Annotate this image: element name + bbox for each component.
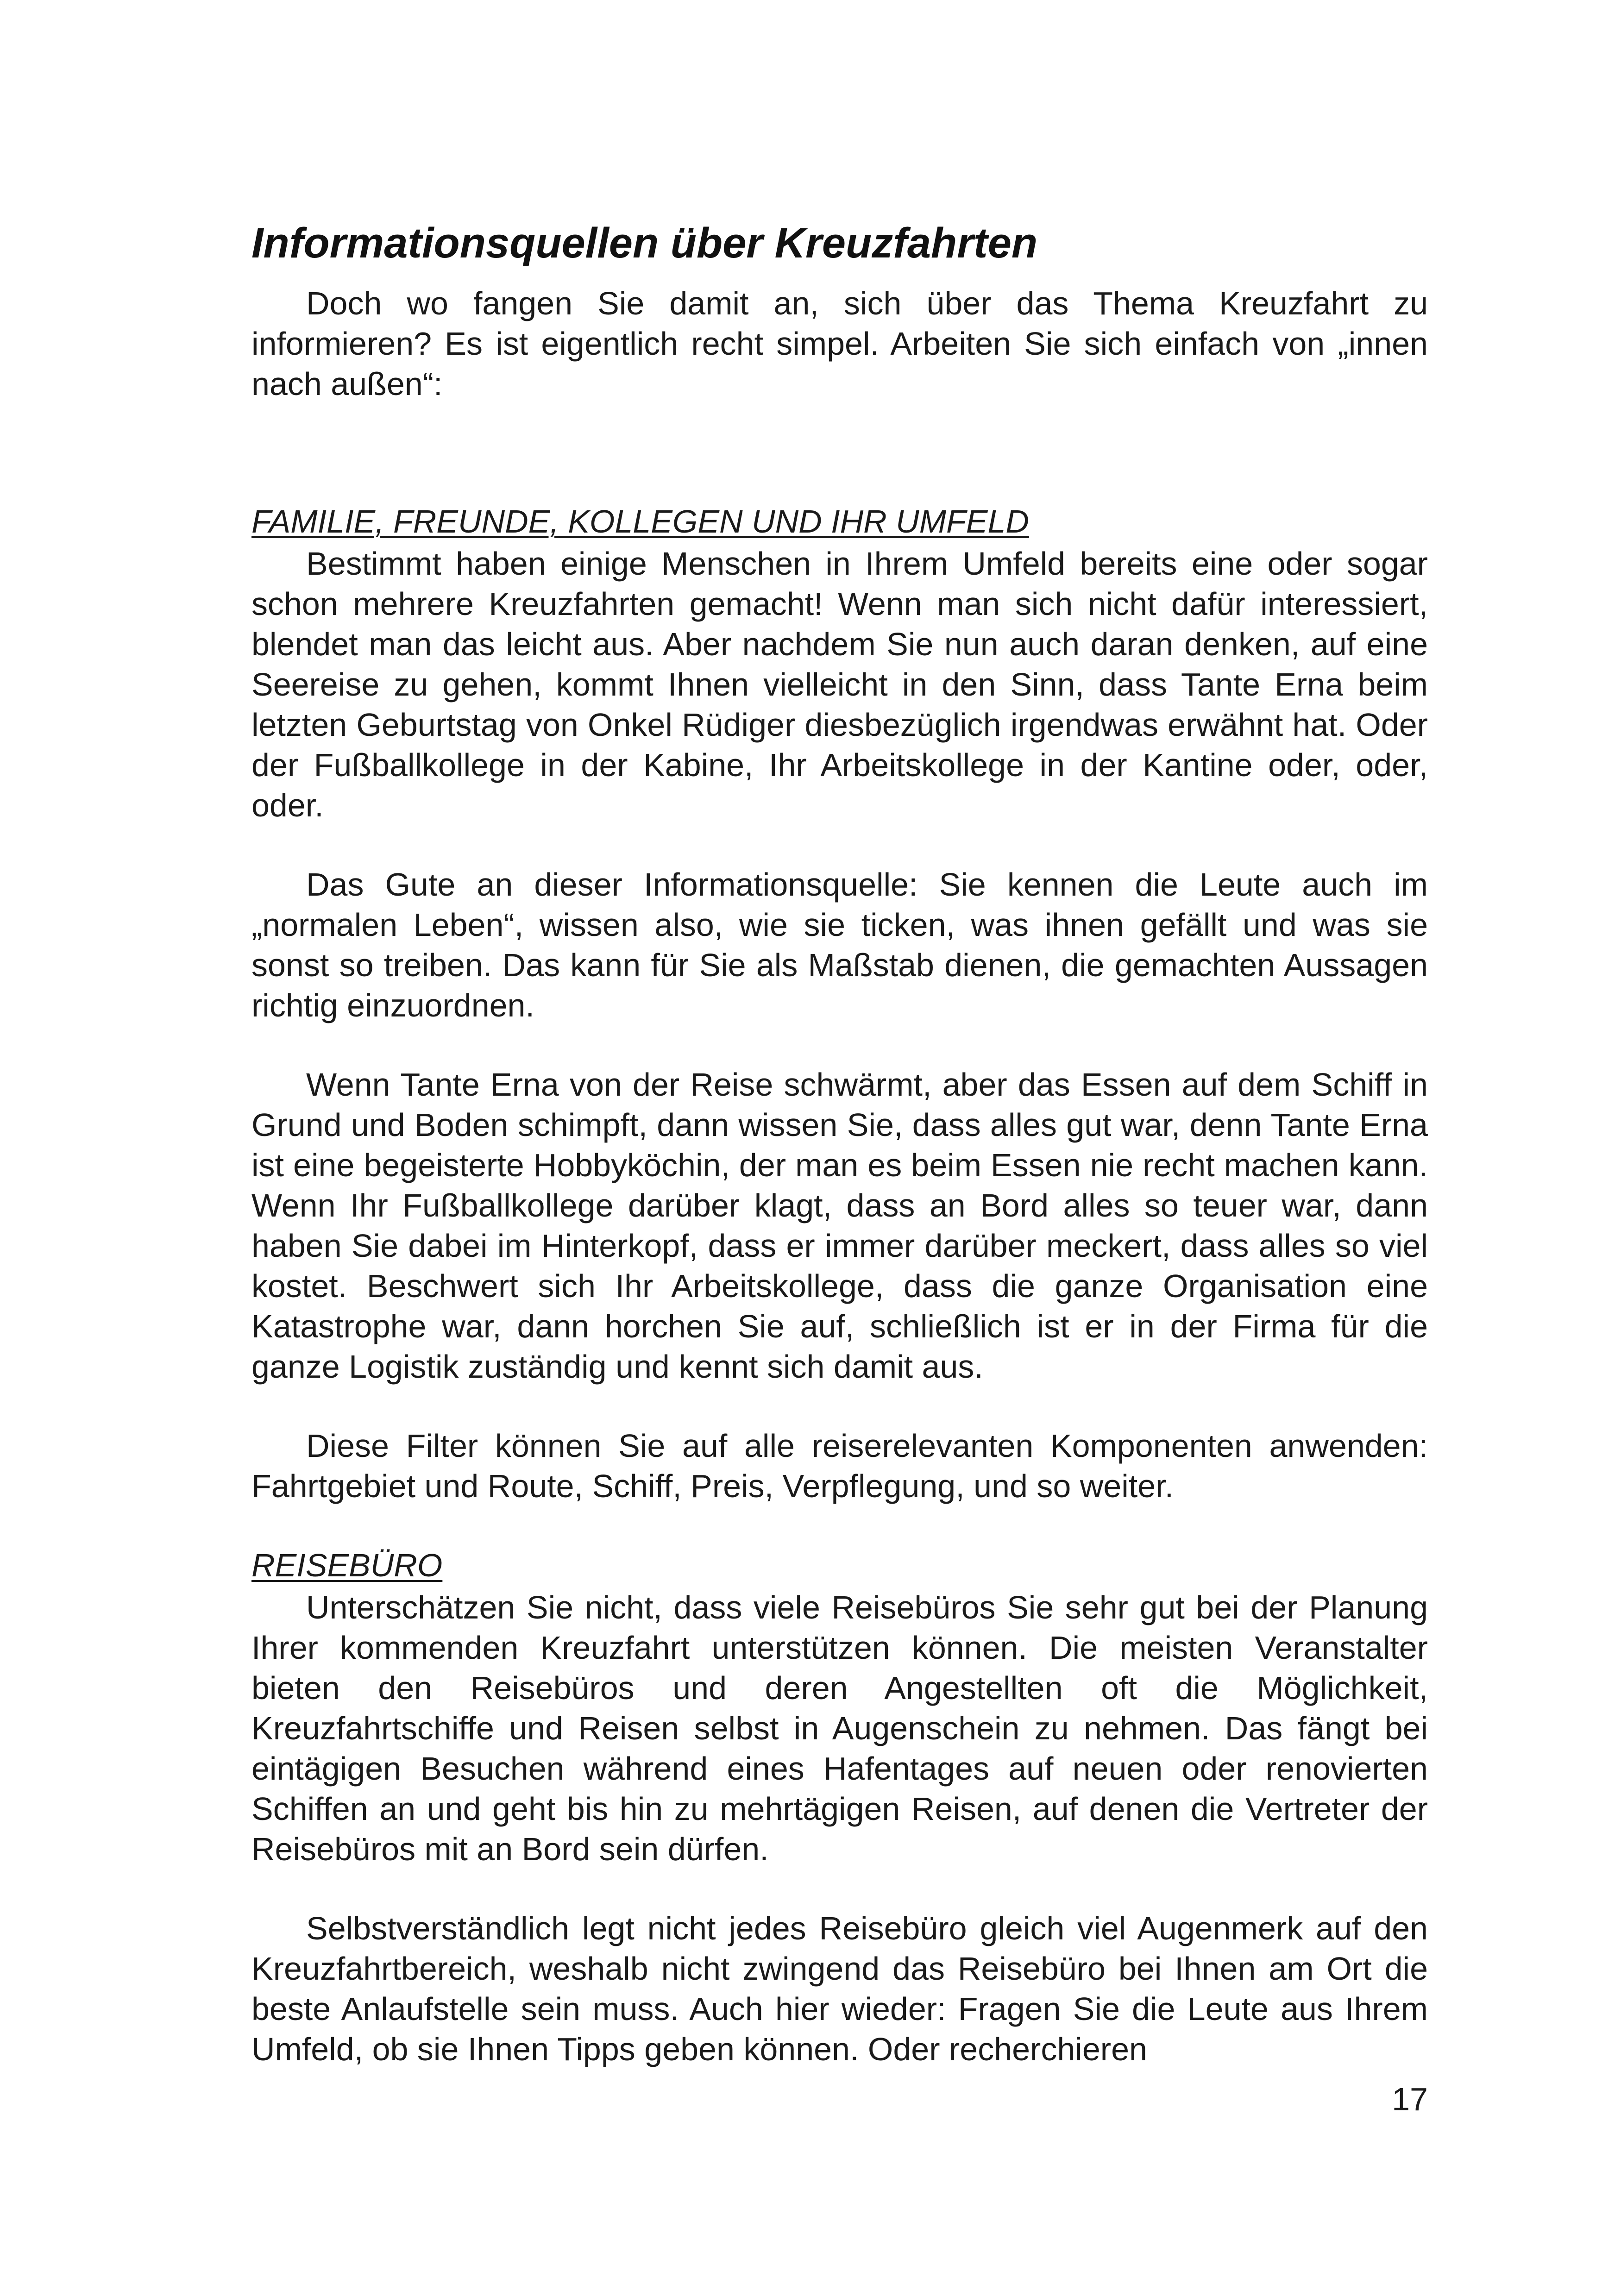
- body-paragraph: Bestimmt haben einige Menschen in Ihrem Umfeld bereits eine oder sogar schon mehrere Kreuzfahrten gemacht! Wenn man sich nicht dafür interessiert, blendet man das leicht aus. Aber nachdem Sie nun auch daran denken, auf eine Seereise zu gehen, kommt Ihnen vielleicht in den Sinn, dass Tante Erna beim letzten Geburtstag von Onkel Rüdiger diesbezüglich irgendwas erwähnt hat. Oder der Fußballkollege in der Kabine, Ihr Arbeitskollege in der Kantine oder, oder, oder.: [251, 546, 1428, 823]
- section-heading: REISEBÜRO: [251, 1547, 443, 1583]
- page-title: Informationsquellen über Kreuzfahrten: [251, 220, 1038, 267]
- body-paragraph: Unterschätzen Sie nicht, dass viele Reisebüros Sie sehr gut bei der Planung Ihrer kommenden Kreuzfahrt unterstützen können. Die meisten Veranstalter bieten den Reisebüros und deren Angestellten oft die Möglichkeit, Kreuzfahrtschiffe und Reisen selbst in Augenschein zu nehmen. Das fängt bei eintägigen Besuchen während eines Hafentages auf neuen oder renovierten Schiffen an und geht bis hin zu mehrtägigen Reisen, auf denen die Vertreter der Reisebüros mit an Bord sein dürfen.: [251, 1589, 1428, 1867]
- body-paragraph: Selbstverständlich legt nicht jedes Reisebüro gleich viel Augenmerk auf den Kreuzfahrtbereich, weshalb nicht zwingend das Reisebüro bei Ihnen am Ort die beste Anlaufstelle sein muss. Auch hier wieder: Fragen Sie die Leute aus Ihrem Umfeld, ob sie Ihnen Tipps geben können. Oder recherchieren: [251, 1910, 1428, 2067]
- page-number: 17: [1392, 2081, 1428, 2117]
- body-paragraph: Das Gute an dieser Informationsquelle: Sie kennen die Leute auch im „normalen Leben“, wissen also, wie sie ticken, was ihnen gefällt und was sie sonst so treiben. Das kann für Sie als Maßstab dienen, die gemachten Aussagen richtig einzuordnen.: [251, 866, 1428, 1023]
- section-family-friends: [251, 502, 1428, 1506]
- body-paragraph: Wenn Tante Erna von der Reise schwärmt, aber das Essen auf dem Schiff in Grund und Boden schimpft, dann wissen Sie, dass alles gut war, denn Tante Erna ist eine begeisterte Hobbyköchin, der man es beim Essen nie recht machen kann. Wenn Ihr Fußballkollege darüber klagt, dass an Bord alles so teuer war, dann haben Sie dabei im Hinterkopf, dass er immer darüber meckert, dass alles so viel kostet. Beschwert sich Ihr Arbeitskollege, dass die ganze Organisation eine Katastrophe war, dann horchen Sie auf, schließlich ist er in der Firma für die ganze Logistik zuständig und kennt sich damit aus.: [251, 1066, 1428, 1385]
- intro-paragraph: Doch wo fangen Sie damit an, sich über das Thema Kreuzfahrt zu informieren? Es ist eigentlich recht simpel. Arbeiten Sie sich einfach von „innen nach außen“:: [251, 285, 1428, 402]
- section-heading: FAMILIE, FREUNDE, KOLLEGEN UND IHR UMFELD: [251, 503, 1029, 539]
- section-travel-agency: [251, 1545, 1428, 2070]
- page-content: [251, 218, 1428, 2070]
- body-paragraph: Diese Filter können Sie auf alle reiserelevanten Komponenten anwenden: Fahrtgebiet und Route, Schiff, Preis, Verpflegung, und so weiter.: [251, 1428, 1428, 1504]
